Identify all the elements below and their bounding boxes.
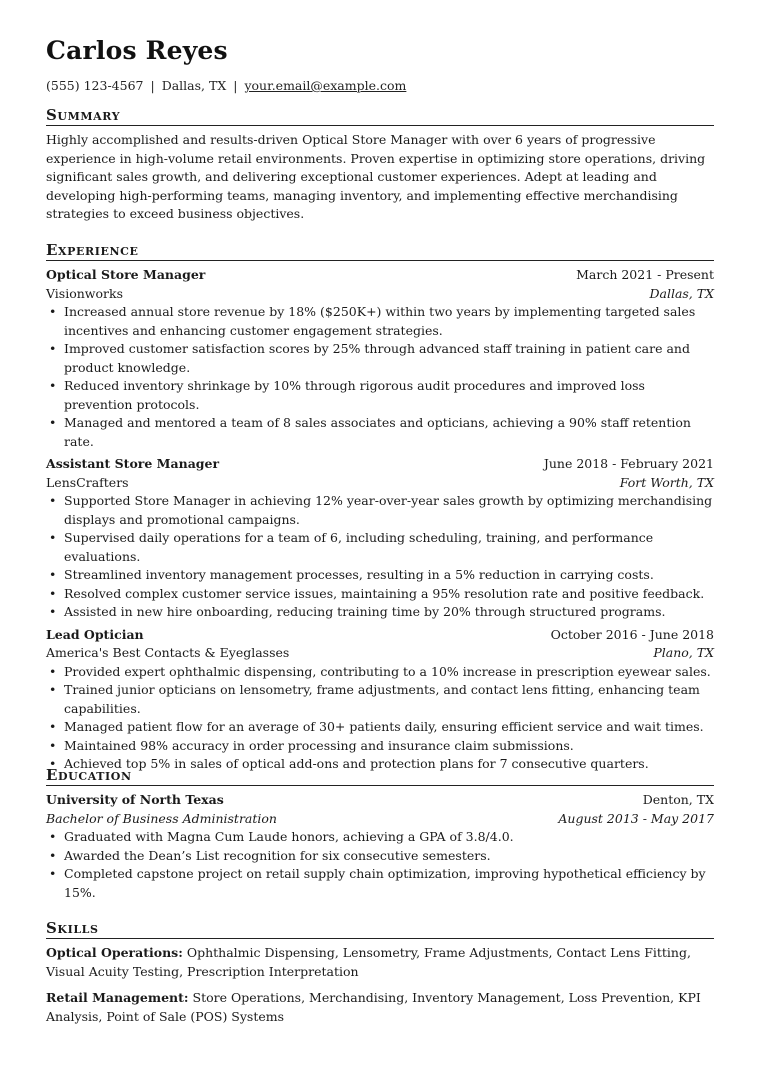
degree: Bachelor of Business Administration: [46, 810, 277, 826]
job-location: Fort Worth, TX: [619, 474, 714, 490]
bullet-item: • Streamlined inventory management processes, resulting in a 5% reduction in carrying costs.: [46, 566, 714, 585]
bullet-item: • Reduced inventory shrinkage by 10% through rigorous audit procedures and improved loss prevention protocols.: [46, 377, 714, 414]
section-title-experience: Experience: [46, 241, 714, 261]
email-link[interactable]: your.email@example.com: [244, 78, 407, 93]
location: Dallas, TX: [161, 78, 227, 93]
job-title: Assistant Store Manager: [46, 456, 220, 471]
bullet-item: • Completed capstone project on retail supply chain optimization, improving hypothetical efficiency by 15%.: [46, 865, 714, 902]
job-dates: March 2021 - Present: [576, 267, 714, 282]
experience-section: [46, 241, 714, 774]
bullet-item: • Assisted in new hire onboarding, reducing training time by 20% through structured programs.: [46, 603, 714, 622]
education-dates: August 2013 - May 2017: [558, 810, 714, 826]
skill-group: [46, 944, 714, 981]
candidate-name: Carlos Reyes: [46, 36, 228, 65]
skill-values: Store Operations, Merchandising, Inventory Management, Loss Prevention, KPI Analysis, Point of Sale (POS) Systems: [46, 990, 701, 1024]
bullet-item: • Supervised daily operations for a team of 6, including scheduling, training, and performance evaluations.: [46, 529, 714, 566]
summary-text: Highly accomplished and results-driven Optical Store Manager with over 6 years of progressive experience in high-volume retail environments. Proven expertise in optimizing store operations, driving significant sales growth, and delivering exceptional customer experiences. Adept at leading and developing high-performing teams, managing inventory, and implementing effective merchandising strategies to exceed business objectives.: [46, 132, 706, 221]
job-dates: October 2016 - June 2018: [550, 626, 714, 642]
bullet-item: • Awarded the Dean’s List recognition for six consecutive semesters.: [46, 847, 714, 866]
job-location: Plano, TX: [653, 645, 714, 660]
company: Visionworks: [46, 285, 123, 301]
separator: |: [150, 78, 155, 93]
job-entry: [46, 626, 714, 774]
bullet-item: • Managed patient flow for an average of 30+ patients daily, ensuring efficient service and wait times.: [46, 718, 714, 737]
bullet-item: • Managed and mentored a team of 8 sales associates and opticians, achieving a 90% staff retention rate.: [46, 414, 714, 451]
job-title: Lead Optician: [46, 626, 144, 642]
separator: |: [233, 78, 238, 93]
skill-label: Optical Operations:: [46, 945, 183, 960]
skill-group: [46, 989, 714, 1026]
job-title: Optical Store Manager: [46, 267, 206, 282]
contact-line: [46, 78, 406, 93]
job-bullets: [46, 303, 714, 451]
job-entry: [46, 455, 714, 622]
school-location: Denton, TX: [642, 792, 714, 807]
bullet-item: • Maintained 98% accuracy in order processing and insurance claim submissions.: [46, 737, 714, 756]
bullet-item: • Resolved complex customer service issues, maintaining a 95% resolution rate and positive feedback.: [46, 585, 714, 604]
job-bullets: [46, 663, 714, 774]
bullet-item: • Graduated with Magna Cum Laude honors, achieving a GPA of 3.8/4.0.: [46, 828, 714, 847]
bullet-item: • Trained junior opticians on lensometry, frame adjustments, and contact lens fitting, enhancing team capabilities.: [46, 681, 714, 718]
phone: (555) 123-4567: [46, 78, 144, 93]
bullet-item: • Improved customer satisfaction scores by 25% through advanced staff training in patient care and product knowledge.: [46, 340, 714, 377]
education-section: [46, 766, 714, 902]
bullet-item: • Supported Store Manager in achieving 12% year-over-year sales growth by optimizing merchandising displays and promotional campaigns.: [46, 492, 714, 529]
job-dates: June 2018 - February 2021: [543, 456, 714, 471]
school-name: University of North Texas: [46, 792, 224, 807]
skills-section: [46, 919, 714, 1034]
section-title-summary: Summary: [46, 106, 714, 126]
summary-section: [46, 106, 714, 224]
skill-values: Ophthalmic Dispensing, Lensometry, Frame Adjustments, Contact Lens Fitting, Visual Acuity Testing, Prescription Interpretation: [46, 945, 691, 979]
education-bullets: [46, 828, 714, 902]
company: LensCrafters: [46, 474, 129, 490]
bullet-item: • Achieved top 5% in sales of optical add-ons and protection plans for 7 consecutive quarters.: [46, 755, 714, 774]
job-entry: [46, 266, 714, 451]
skill-label: Retail Management:: [46, 990, 189, 1005]
bullet-item: • Increased annual store revenue by 18% ($250K+) within two years by implementing targeted sales incentives and enhancing customer engagement strategies.: [46, 303, 714, 340]
bullet-item: • Provided expert ophthalmic dispensing, contributing to a 10% increase in prescription eyewear sales.: [46, 663, 714, 682]
section-title-education: Education: [46, 766, 714, 786]
job-location: Dallas, TX: [649, 285, 714, 301]
company: America's Best Contacts & Eyeglasses: [46, 645, 290, 660]
section-title-skills: Skills: [46, 919, 714, 939]
job-bullets: [46, 492, 714, 622]
